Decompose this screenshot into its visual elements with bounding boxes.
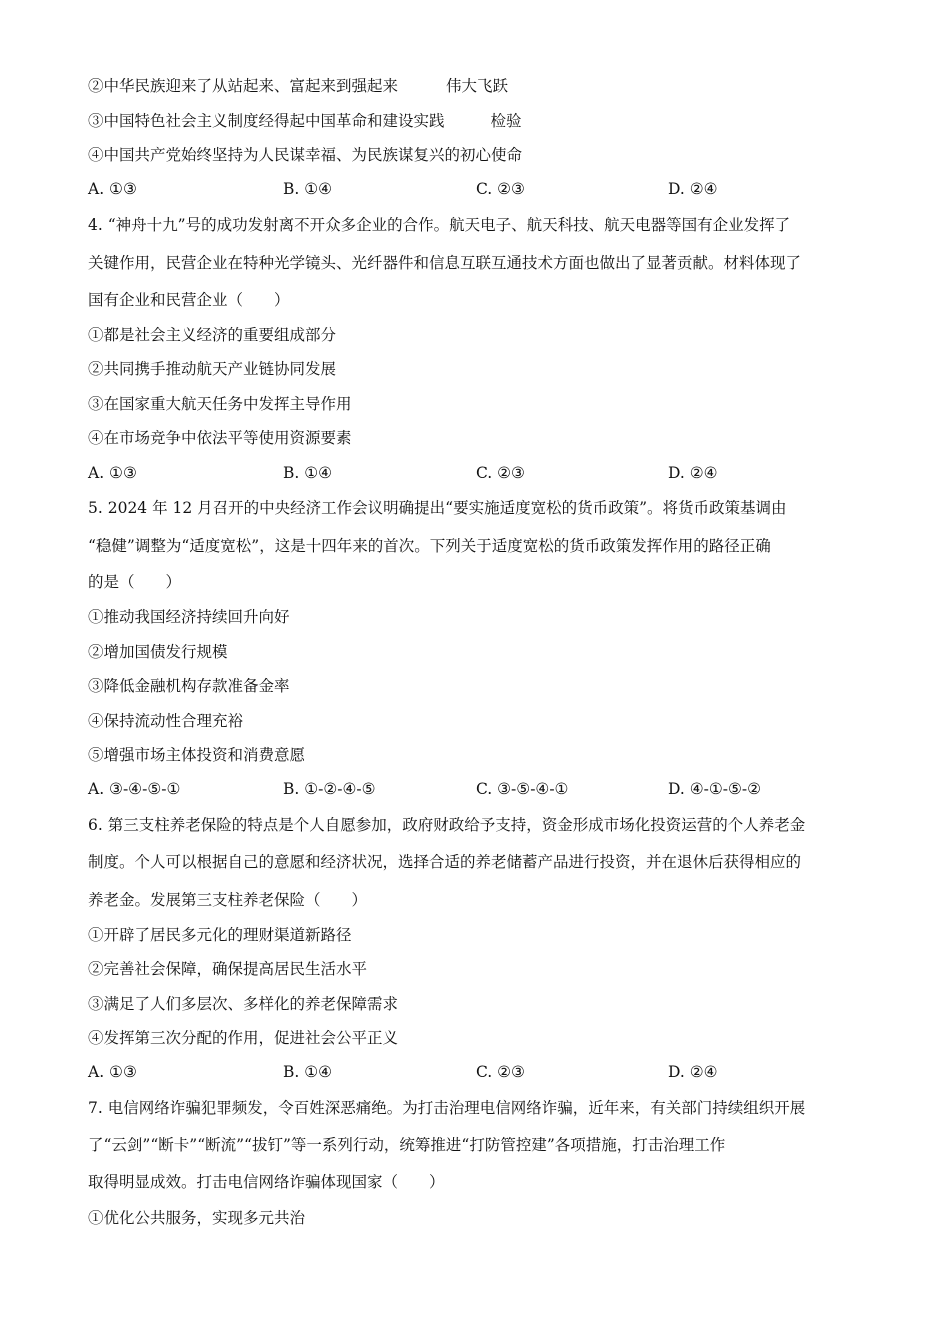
q6-options bbox=[88, 1062, 868, 1082]
q3-options bbox=[88, 179, 868, 199]
q6-item-2: ②完善社会保障，确保提高居民生活水平 bbox=[88, 960, 368, 978]
q4-item-3: ③在国家重大航天任务中发挥主导作用 bbox=[88, 395, 352, 413]
q5-item-4: ④保持流动性合理充裕 bbox=[88, 712, 244, 730]
q7-stem-line-2: 了“云剑”“断卡”“断流”“拔钉”等一系列行动，统筹推进“打防管控建”各项措施，打击治理工作 bbox=[88, 1136, 726, 1154]
q7-stem-line-3: 取得明显成效。打击电信网络诈骗体现国家（ ） bbox=[88, 1173, 445, 1191]
q5-item-2: ②增加国债发行规模 bbox=[88, 643, 228, 661]
q4-option-a[interactable]: A. ①③ bbox=[88, 464, 137, 482]
q5-option-b[interactable]: B. ①-②-④-⑤ bbox=[283, 780, 376, 798]
q5-option-a[interactable]: A. ③-④-⑤-① bbox=[88, 780, 181, 798]
q5-options bbox=[88, 779, 868, 799]
q4-stem-line-1: 4. “神舟十九”号的成功发射离不开众多企业的合作。航天电子、航天科技、航天电器等国有企业发挥了 bbox=[88, 216, 791, 234]
q5-option-c[interactable]: C. ③-⑤-④-① bbox=[476, 780, 569, 798]
q4-stem-line-3: 国有企业和民营企业（ ） bbox=[88, 291, 290, 309]
q6-stem-line-3: 养老金。发展第三支柱养老保险（ ） bbox=[88, 891, 368, 909]
q4-stem-line-2: 关键作用，民营企业在特种光学镜头、光纤器件和信息互联互通技术方面也做出了显著贡献。材料体现了 bbox=[88, 254, 802, 272]
q3-option-a[interactable]: A. ①③ bbox=[88, 180, 137, 198]
q6-item-3: ③满足了人们多层次、多样化的养老保障需求 bbox=[88, 995, 399, 1013]
q7-stem-line-1: 7. 电信网络诈骗犯罪频发，令百姓深恶痛绝。为打击治理电信网络诈骗，近年来，有关部门持续组织开展 bbox=[88, 1099, 806, 1117]
q5-item-3: ③降低金融机构存款准备金率 bbox=[88, 677, 290, 695]
q6-item-1: ①开辟了居民多元化的理财渠道新路径 bbox=[88, 926, 352, 944]
q3-item-4: ④中国共产党始终坚持为人民谋幸福、为民族谋复兴的初心使命 bbox=[88, 146, 523, 164]
q5-stem-line-3: 的是（ ） bbox=[88, 573, 182, 591]
q5-option-d[interactable]: D. ④-①-⑤-② bbox=[668, 780, 762, 798]
q7-item-1: ①优化公共服务，实现多元共治 bbox=[88, 1209, 306, 1227]
q4-option-c[interactable]: C. ②③ bbox=[476, 464, 525, 482]
q6-option-a[interactable]: A. ①③ bbox=[88, 1063, 137, 1081]
q4-options bbox=[88, 463, 868, 483]
q5-item-5: ⑤增强市场主体投资和消费意愿 bbox=[88, 746, 306, 764]
q4-item-1: ①都是社会主义经济的重要组成部分 bbox=[88, 326, 337, 344]
q3-option-c[interactable]: C. ②③ bbox=[476, 180, 525, 198]
q3-item-2: ②中华民族迎来了从站起来、富起来到强起来 伟大飞跃 bbox=[88, 77, 509, 95]
q6-item-4: ④发挥第三次分配的作用，促进社会公平正义 bbox=[88, 1029, 399, 1047]
q5-stem-line-1: 5. 2024 年 12 月召开的中央经济工作会议明确提出“要实施适度宽松的货币政策”。将货币政策基调由 bbox=[88, 499, 787, 517]
q5-item-1: ①推动我国经济持续回升向好 bbox=[88, 608, 290, 626]
q4-option-b[interactable]: B. ①④ bbox=[283, 464, 333, 482]
q3-item-3: ③中国特色社会主义制度经得起中国革命和建设实践 检验 bbox=[88, 112, 522, 130]
q3-option-b[interactable]: B. ①④ bbox=[283, 180, 333, 198]
q4-item-4: ④在市场竞争中依法平等使用资源要素 bbox=[88, 429, 352, 447]
q3-option-d[interactable]: D. ②④ bbox=[668, 180, 718, 198]
q6-option-c[interactable]: C. ②③ bbox=[476, 1063, 525, 1081]
q4-item-2: ②共同携手推动航天产业链协同发展 bbox=[88, 360, 337, 378]
q6-option-b[interactable]: B. ①④ bbox=[283, 1063, 333, 1081]
q6-stem-line-1: 6. 第三支柱养老保险的特点是个人自愿参加，政府财政给予支持，资金形成市场化投资运营的个人养老金 bbox=[88, 816, 806, 834]
q6-option-d[interactable]: D. ②④ bbox=[668, 1063, 718, 1081]
q6-stem-line-2: 制度。个人可以根据自己的意愿和经济状况，选择合适的养老储蓄产品进行投资，并在退休后获得相应的 bbox=[88, 853, 802, 871]
q5-stem-line-2: “稳健”调整为“适度宽松”，这是十四年来的首次。下列关于适度宽松的货币政策发挥作用的路径正确 bbox=[88, 537, 771, 555]
q4-option-d[interactable]: D. ②④ bbox=[668, 464, 718, 482]
